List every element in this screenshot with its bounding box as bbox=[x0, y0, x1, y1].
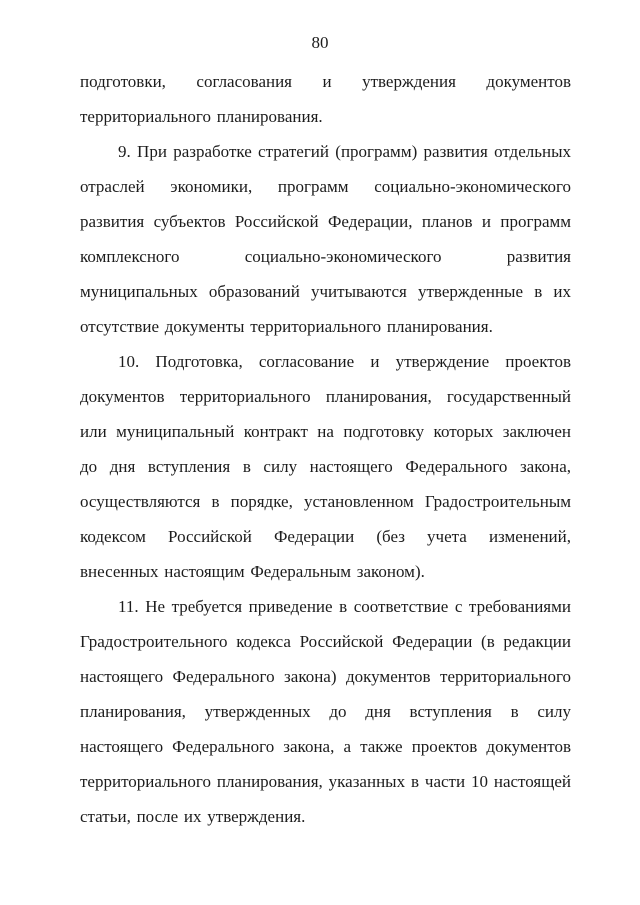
paragraph: 10. Подготовка, согласование и утверждение проектов документов территориального планирования, государственный или муниципальный контракт на подготовку которых заключен до дня вступления в силу настоящего Федерального закона, осуществляются в порядке, установленном Градостроительным кодексом Российской Федерации (без учета изменений, внесенных настоящим Федеральным законом). bbox=[80, 352, 571, 581]
page-number: 80 bbox=[311, 33, 329, 52]
document-body bbox=[80, 64, 571, 834]
paragraph: 9. При разработке стратегий (программ) развития отдельных отраслей экономики, программ социально-экономического развития субъектов Российской Федерации, планов и программ комплексного социально-экономического развития муниципальных образований учитываются утвержденные в их отсутствие документы территориального планирования. bbox=[80, 142, 571, 336]
paragraph: 11. Не требуется приведение в соответствие с требованиями Градостроительного кодекса Российской Федерации (в редакции настоящего Федерального закона) документов территориального планирования, утвержденных до дня вступления в силу настоящего Федерального закона, а также проектов документов территориального планирования, указанных в части 10 настоящей статьи, после их утверждения. bbox=[80, 597, 571, 826]
paragraph: подготовки, согласования и утверждения документов территориального планирования. bbox=[80, 72, 571, 126]
